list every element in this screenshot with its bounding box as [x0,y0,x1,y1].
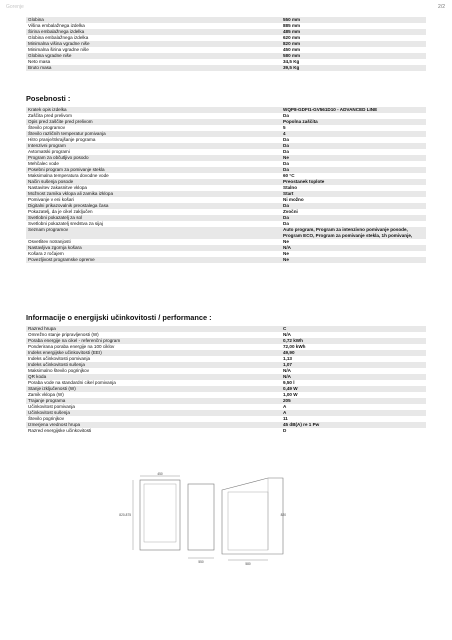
energy-value: 49,90 [283,350,295,355]
energy-label: Trajanje programa [28,398,66,403]
feature-label: Digitalni prikazovalnik preostalega časa [28,203,109,208]
feature-value: WQP8-GDFI1-GV561D10 - ADVANCED LINE [283,107,378,112]
energy-value: 45 dB(A) re 1 Pw [283,422,320,427]
dimension-value: 34,5 Kg [283,59,300,64]
energy-value: N/A [283,332,291,337]
energy-value: 11 [283,416,288,421]
feature-label: Način sušenja posode [28,179,74,184]
dimension-value: 580 mm [283,53,301,58]
feature-value: Preostanek toplote [283,179,325,184]
energy-value: 0,49 W [283,386,298,391]
energy-title: Informacije o energijski učinkovitosti / performance : [26,313,212,322]
feature-label: Intenzivni program [28,143,66,148]
energy-label: Omrežno stanje pripravljenosti (W) [28,332,99,337]
features-table [26,107,426,263]
dimension-label: Globina embalažnega izdelka [28,35,89,40]
feature-value: 60 °C [283,173,295,178]
energy-label: Število pogrinjkov [28,416,65,421]
feature-value: Da [283,161,289,166]
feature-label: Avtomatski programi [28,149,70,154]
page-number: 2/2 [438,4,445,10]
feature-value: Da [283,113,289,118]
energy-value: D [283,428,287,433]
dimension-label: Globina [28,17,44,22]
energy-value: N/A [283,374,291,379]
energy-label: Maksimalno število pogrinjkov [28,368,90,373]
feature-value: Popolna zaščita [283,119,318,124]
energy-label: Poraba vode na standardni cikel pomivanja [28,380,116,385]
energy-value: N/A [283,368,291,373]
dimension-value: 450 mm [283,47,301,52]
feature-value: 4 [283,131,286,136]
feature-value: Auto program, Program za intenzivno pomivanje posode, Program ECO, Program za pomivanje stekla, 1h pomivanje, [283,227,413,238]
energy-value: A [283,410,287,415]
dimension-label: Bruto masa [28,65,52,70]
feature-label: Povezljivost programske opreme [28,257,95,262]
feature-label: Svetlobni pokazatelj za sol [28,215,83,220]
energy-label: Razred energijske učinkovitosti [28,428,92,433]
energy-label: Učinkovitost pomivanja [28,404,75,409]
drawing-top-width: 450 [157,472,163,476]
energy-label: Učinkovitost sušenja [28,410,70,415]
feature-label: Pokazatelj, da je cikel zaključen [28,209,93,214]
dimension-label: Minimalna širina vgradne niše [28,47,89,52]
feature-label: Osvetlitev notranjosti [28,239,71,244]
dimension-label: Neto masa [28,59,51,64]
feature-value: Start [283,191,294,196]
feature-value: Da [283,143,289,148]
feature-label: Zaščita pred prelivom [28,113,72,118]
dimension-value: 550 mm [283,17,301,22]
energy-table [26,326,426,434]
feature-value: Da [283,215,289,220]
energy-value: C [283,326,287,331]
energy-value: 1,00 W [283,392,298,397]
dimension-value: 485 mm [283,29,301,34]
energy-value: A [283,404,287,409]
dimension-label: Globina vgradne niše [28,53,72,58]
feature-value: Ne [283,155,289,160]
energy-value: 9,50 l [283,380,295,385]
dimension-value: 620 mm [283,35,301,40]
energy-label: Razred hrupa [28,326,56,331]
feature-value: 5 [283,125,286,130]
energy-label: Izmerjena vrednost hrupa [28,422,81,427]
feature-row [26,227,426,239]
feature-label: Opis pred zaščite pred prelivom [28,119,93,124]
energy-value: 1,07 [283,362,292,367]
energy-value: 72,00 kWh [283,344,306,349]
dimension-row [26,65,426,71]
feature-label: Svetlobni pokazatelj sredstva za sijaj [28,221,103,226]
feature-value: Ni možno [283,197,304,202]
feature-label: Število programov [28,125,66,130]
feature-value: Da [283,203,289,208]
energy-label: Zamik vklopa (W) [28,392,64,397]
feature-label: Košara z ročajem [28,251,64,256]
installation-drawing [118,470,288,570]
energy-label: Poraba energije na cikel - referenčni program [28,338,121,343]
dimension-label: Minimalna višina vgradne niše [28,41,90,46]
feature-label: Program za občutljivo posodo [28,155,89,160]
feature-label: Posebni program za pomivanje stekla [28,167,105,172]
energy-row [26,428,426,434]
dimensions-table [26,17,426,71]
feature-label: Število različnih temperatur pomivanja [28,131,106,136]
feature-label: Pomivanje v eni košari [28,197,74,202]
feature-label: Nastavitev zakasnitve vklopa [28,185,87,190]
feature-value: Da [283,149,289,154]
energy-label: Indeks energijske učinkovitosti (EEI) [28,350,102,355]
feature-value: Ne [283,251,289,256]
feature-label: Možnost zamika vklopa ali zamika izklopa [28,191,114,196]
dimension-label: Širina embalažnega izdelka [28,29,85,34]
energy-value: 205 [283,398,291,403]
energy-label: Indeks učinkovitosti sušenja [28,362,85,367]
features-title: Posebnosti : [26,94,71,103]
feature-value: Stalno [283,185,298,190]
feature-value: Ne [283,239,289,244]
drawing-bottom-width: 550 [198,560,204,564]
energy-label: Stanje izključenosti (W) [28,386,76,391]
energy-label: QR koda [28,374,47,379]
brand-header: Gorenje [6,4,24,10]
feature-label: Kratek opis izdelka [28,107,67,112]
feature-label: Maksimalna temperatura dovodne vode [28,173,109,178]
feature-label: Seznam programov [28,227,69,232]
feature-label: Nastavljiva zgornja košara [28,245,82,250]
dimension-value: 39,5 Kg [283,65,300,70]
feature-label: Mehčalec vode [28,161,59,166]
feature-value: Da [283,221,289,226]
feature-value: N/A [283,245,291,250]
drawing-niche-height: 820 [280,513,286,517]
feature-label: Hitro pranje/Skrajšanje programa [28,137,96,142]
feature-value: Ne [283,257,289,262]
energy-label: Indeks učinkovitosti pomivanja [28,356,91,361]
feature-row [26,257,426,263]
energy-value: 1,13 [283,356,292,361]
feature-value: Da [283,137,289,142]
energy-value: 0,72 kWh [283,338,303,343]
energy-label: Ponderirana poraba energije na 100 ciklov [28,344,115,349]
feature-value: Da [283,167,289,172]
dimension-value: 885 mm [283,23,301,28]
dimension-value: 820 mm [283,41,301,46]
drawing-right-depth: 580 [245,562,251,566]
feature-value: Zvočni [283,209,298,214]
drawing-left-height: 820-875 [119,513,131,517]
dimension-label: Višina embalažnega izdelka [28,23,85,28]
